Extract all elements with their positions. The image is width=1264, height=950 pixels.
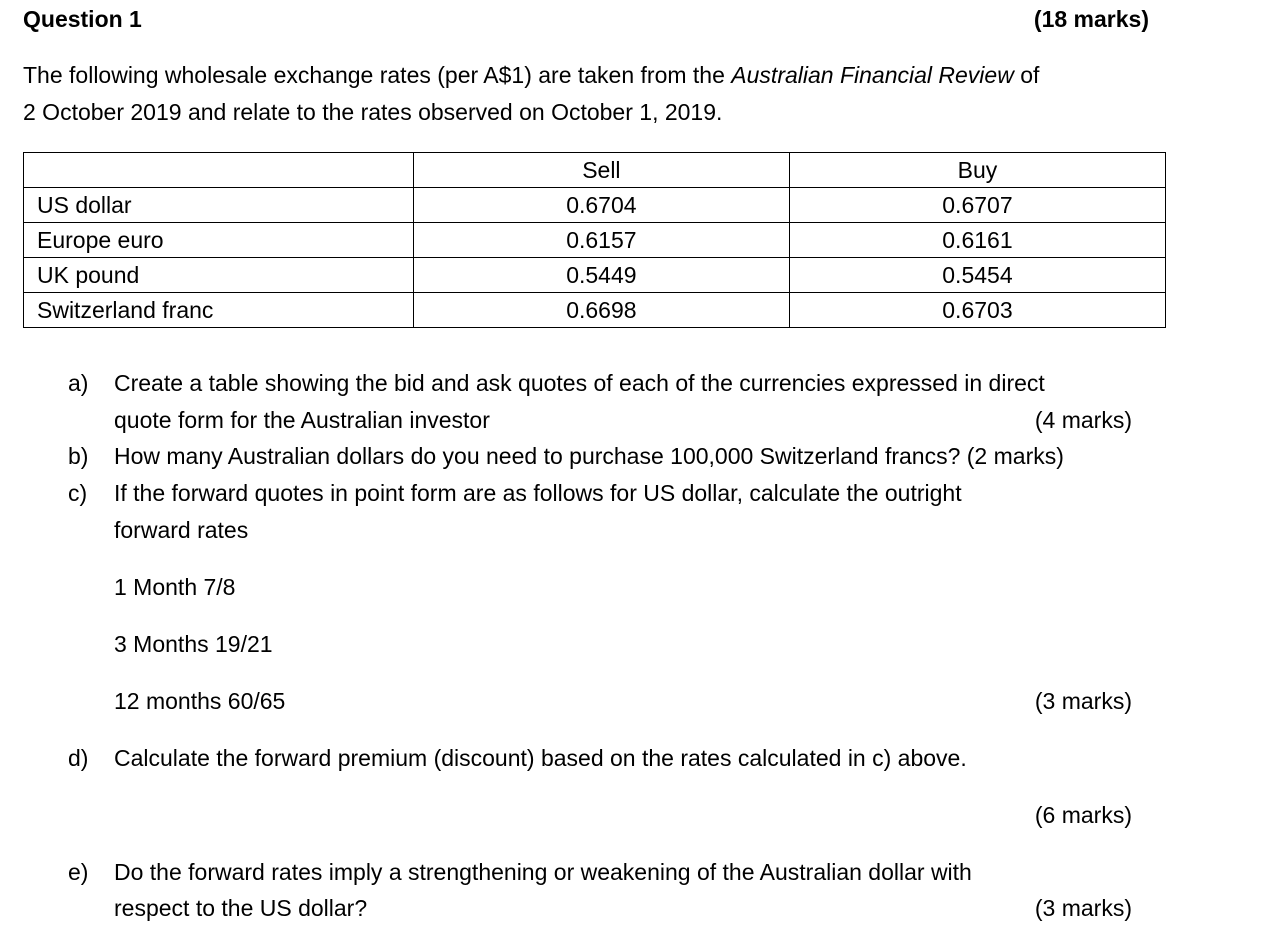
table-row	[24, 188, 1166, 223]
question-title: Question 1	[23, 6, 142, 32]
currency-cell: Switzerland franc	[24, 293, 414, 328]
question-a-line-2: quote form for the Australian investor	[114, 407, 490, 433]
forward-quote-12-months: 12 months 60/65	[114, 688, 286, 714]
table-row	[24, 293, 1166, 328]
total-marks: (18 marks)	[1033, 6, 1149, 32]
sell-cell: 0.6157	[413, 223, 789, 258]
question-b-label: b)	[68, 443, 89, 469]
header-cell-currency	[24, 153, 414, 188]
intro-source: Australian Financial Review	[731, 62, 1014, 88]
forward-quote-3-months: 3 Months 19/21	[114, 631, 273, 657]
question-d-text: Calculate the forward premium (discount) based on the rates calculated in c) above.	[114, 745, 967, 771]
question-a-label: a)	[68, 370, 89, 396]
sell-cell: 0.6704	[413, 188, 789, 223]
exchange-rates-table	[23, 152, 1166, 328]
table-row	[24, 258, 1166, 293]
currency-cell: Europe euro	[24, 223, 414, 258]
question-a-marks: (4 marks)	[1034, 407, 1132, 433]
sell-cell: 0.6698	[413, 293, 789, 328]
question-e-line-1: Do the forward rates imply a strengthening or weakening of the Australian dollar with	[114, 859, 972, 885]
intro-line-2: 2 October 2019 and relate to the rates observed on October 1, 2019.	[23, 99, 723, 125]
question-d-label: d)	[68, 745, 89, 771]
table-header-row	[24, 153, 1166, 188]
question-b-text: How many Australian dollars do you need to purchase 100,000 Switzerland francs? (2 marks)	[114, 443, 1064, 469]
question-c-line-1: If the forward quotes in point form are as follows for US dollar, calculate the outright	[114, 480, 962, 506]
currency-cell: US dollar	[24, 188, 414, 223]
question-c-marks: (3 marks)	[1034, 688, 1132, 714]
intro-text-start: The following wholesale exchange rates (per A$1) are taken from the	[23, 62, 732, 88]
header-cell-sell: Sell	[413, 153, 789, 188]
buy-cell: 0.6707	[789, 188, 1165, 223]
buy-cell: 0.5454	[789, 258, 1165, 293]
question-c-line-2: forward rates	[114, 517, 249, 543]
question-e-line-2: respect to the US dollar?	[114, 895, 368, 921]
currency-cell: UK pound	[24, 258, 414, 293]
question-c-label: c)	[68, 480, 88, 506]
header-cell-buy: Buy	[789, 153, 1165, 188]
question-d-marks: (6 marks)	[1034, 802, 1132, 828]
forward-quote-1-month: 1 Month 7/8	[114, 574, 236, 600]
question-e-marks: (3 marks)	[1034, 895, 1132, 921]
table-row	[24, 223, 1166, 258]
intro-text-end: of	[1013, 62, 1040, 88]
intro-line-1	[23, 62, 1039, 89]
buy-cell: 0.6703	[789, 293, 1165, 328]
sell-cell: 0.5449	[413, 258, 789, 293]
buy-cell: 0.6161	[789, 223, 1165, 258]
question-a-line-1: Create a table showing the bid and ask quotes of each of the currencies expressed in direct	[114, 370, 1045, 396]
question-e-label: e)	[68, 859, 89, 885]
